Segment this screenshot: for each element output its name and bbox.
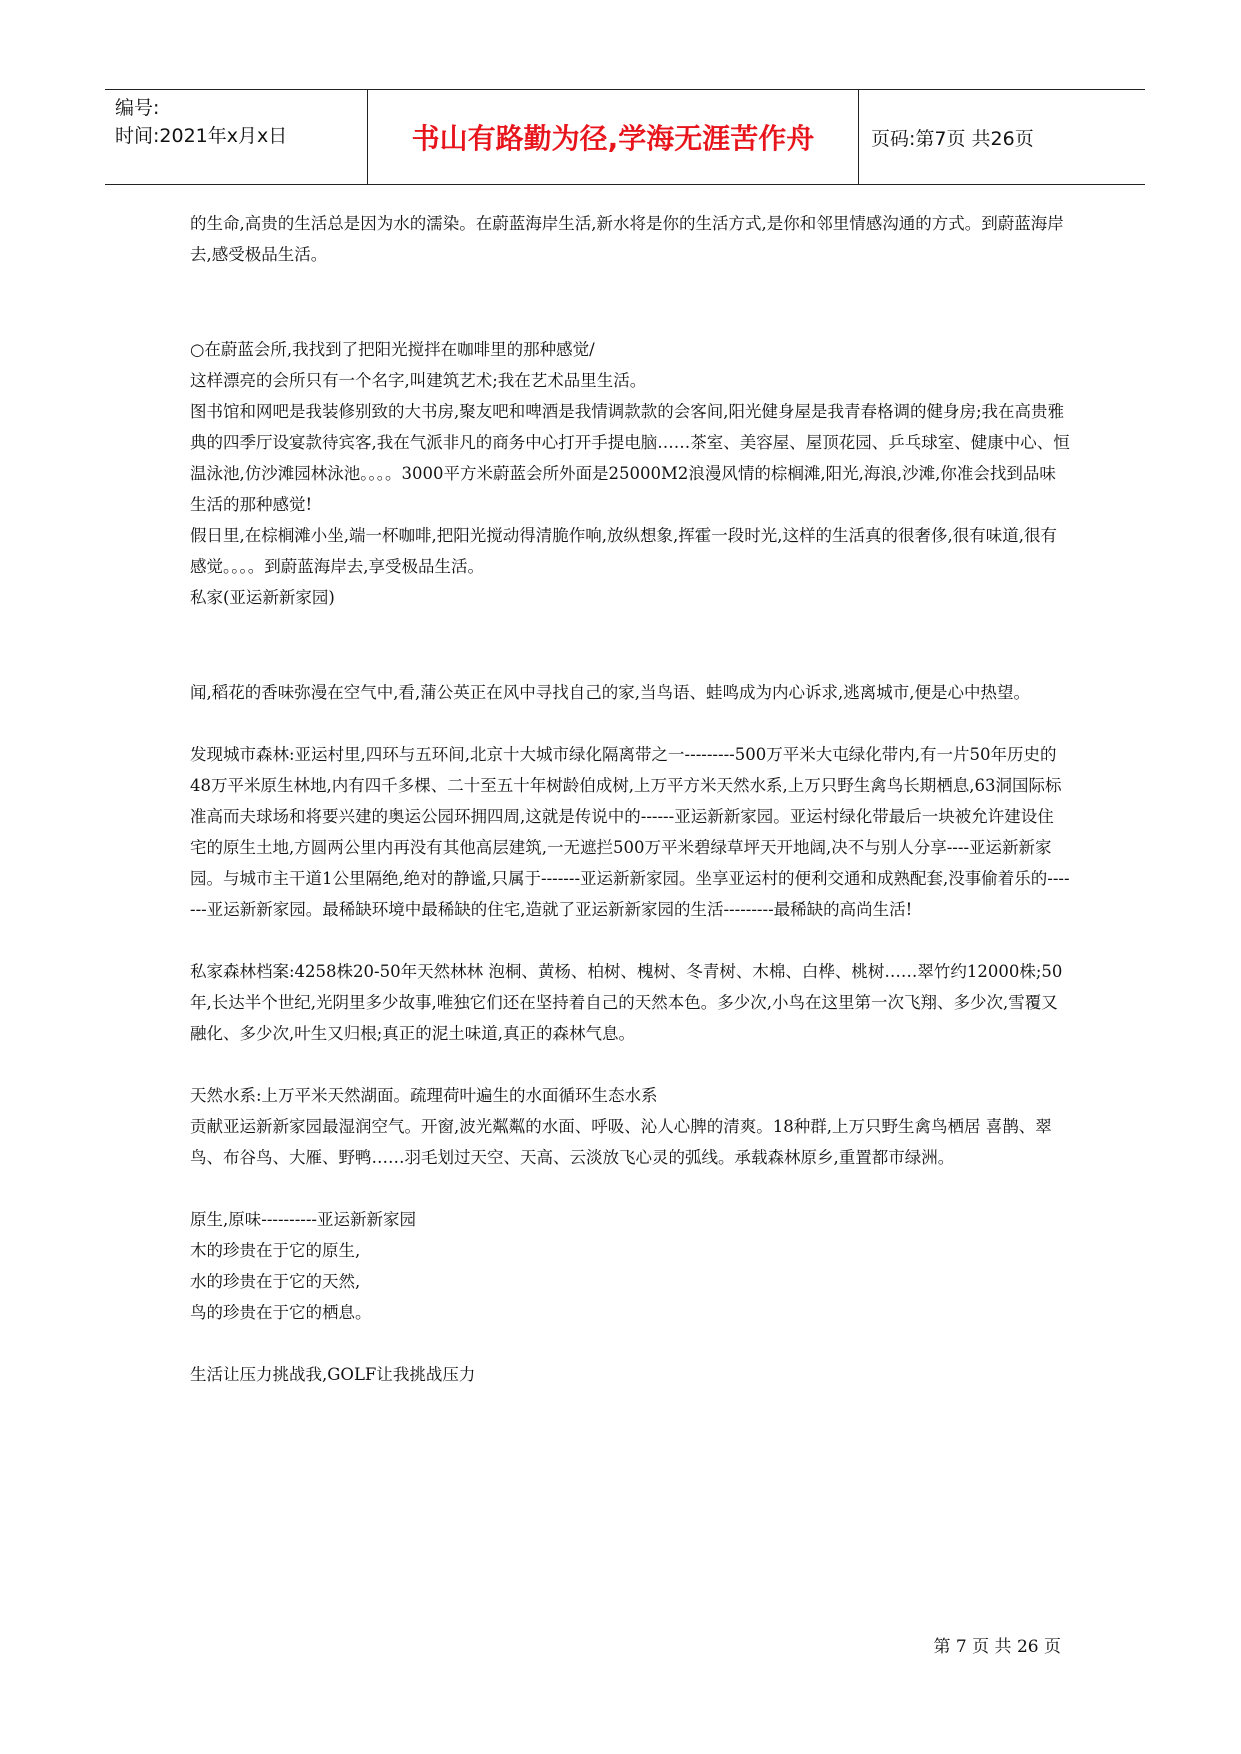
document-body bbox=[190, 208, 1070, 1390]
paragraph: 原生,原味----------亚运新新家园 bbox=[190, 1210, 416, 1229]
paragraph: 的生命,高贵的生活总是因为水的濡染。在蔚蓝海岸生活,新水将是你的生活方式,是你和邻里情感沟通的方式。到蔚蓝海岸去,感受极品生活。 bbox=[190, 214, 1064, 264]
header-meta bbox=[105, 90, 368, 184]
header-motto: 书山有路勤为径,学海无涯苦作舟 bbox=[368, 90, 859, 184]
number-label: 编号: bbox=[115, 97, 160, 119]
paragraph: 生活让压力挑战我,GOLF让我挑战压力 bbox=[190, 1365, 476, 1384]
paragraph: 水的珍贵在于它的天然, bbox=[190, 1272, 361, 1291]
paragraph: 这样漂亮的会所只有一个名字,叫建筑艺术;我在艺术品里生活。 bbox=[190, 371, 647, 390]
paragraph: 发现城市森林:亚运村里,四环与五环间,北京十大城市绿化隔离带之一---------500万平米大屯绿化带内,有一片50年历史的48万平米原生林地,内有四千多棵、二十至五十年树龄伯成树,上万平方米天然水系,上万只野生禽鸟长期栖息,63洞国际标准高而夫球场和将要兴建的奥运公园环拥四周,这就是传说中的------亚运新新家园。亚运村绿化带最后一块被允许建设住宅的原生土地,方圆两公里内再没有其他高层建筑,一无遮拦500万平米碧绿草坪天开地阔,决不与别人分享----亚运新新家园。与城市主干道1公里隔绝,绝对的静谧,只属于-------亚运新新家园。坐享亚运村的便利交通和成熟配套,没事偷着乐的-------亚运新新家园。最稀缺环境中最稀缺的住宅,造就了亚运新新家园的生活---------最稀缺的高尚生活! bbox=[190, 745, 1070, 919]
page-footer: 第 7 页 共 26 页 bbox=[933, 1637, 1061, 1657]
paragraph: 木的珍贵在于它的原生, bbox=[190, 1241, 361, 1260]
paragraph: 鸟的珍贵在于它的栖息。 bbox=[190, 1303, 372, 1322]
time-label: 时间:2021年x月x日 bbox=[115, 125, 288, 147]
header-page-code: 页码:第7页 共26页 bbox=[871, 127, 1034, 150]
paragraph: 假日里,在棕榈滩小坐,端一杯咖啡,把阳光搅动得清脆作响,放纵想象,挥霍一段时光,这样的生活真的很奢侈,很有味道,很有感觉。。。。到蔚蓝海岸去,享受极品生活。 bbox=[190, 526, 1057, 576]
paragraph: 贡献亚运新新家园最湿润空气。开窗,波光粼粼的水面、呼吸、沁人心脾的清爽。18种群,上万只野生禽鸟栖居 喜鹊、翠鸟、布谷鸟、大雁、野鸭……羽毛划过天空、天高、云淡放飞心灵的弧线。承载森林原乡,重置都市绿洲。 bbox=[190, 1117, 1052, 1167]
paragraph: ○在蔚蓝会所,我找到了把阳光搅拌在咖啡里的那种感觉/ bbox=[190, 340, 595, 359]
page-header bbox=[105, 89, 1145, 185]
paragraph: 私家森林档案:4258株20-50年天然林林 泡桐、黄杨、柏树、槐树、冬青树、木棉、白桦、桃树……翠竹约12000株;50年,长达半个世纪,光阴里多少故事,唯独它们还在坚持着自己的天然本色。多少次,小鸟在这里第一次飞翔、多少次,雪覆又融化、多少次,叶生又归根;真正的泥土味道,真正的森林气息。 bbox=[190, 962, 1063, 1043]
paragraph: 闻,稻花的香味弥漫在空气中,看,蒲公英正在风中寻找自己的家,当鸟语、蛙鸣成为内心诉求,逃离城市,便是心中热望。 bbox=[190, 683, 1030, 702]
paragraph: 图书馆和网吧是我装修别致的大书房,聚友吧和啤酒是我情调款款的会客间,阳光健身屋是我青春格调的健身房;我在高贵雅典的四季厅设宴款待宾客,我在气派非凡的商务中心打开手提电脑……茶室、美容屋、屋顶花园、乒乓球室、健康中心、恒温泳池,仿沙滩园林泳池。。。。3000平方米蔚蓝会所外面是25000M2浪漫风情的棕榈滩,阳光,海浪,沙滩,你准会找到品味生活的那种感觉! bbox=[190, 402, 1070, 514]
paragraph: 私家(亚运新新家园) bbox=[190, 588, 335, 607]
paragraph: 天然水系:上万平米天然湖面。疏理荷叶遍生的水面循环生态水系 bbox=[190, 1086, 658, 1105]
